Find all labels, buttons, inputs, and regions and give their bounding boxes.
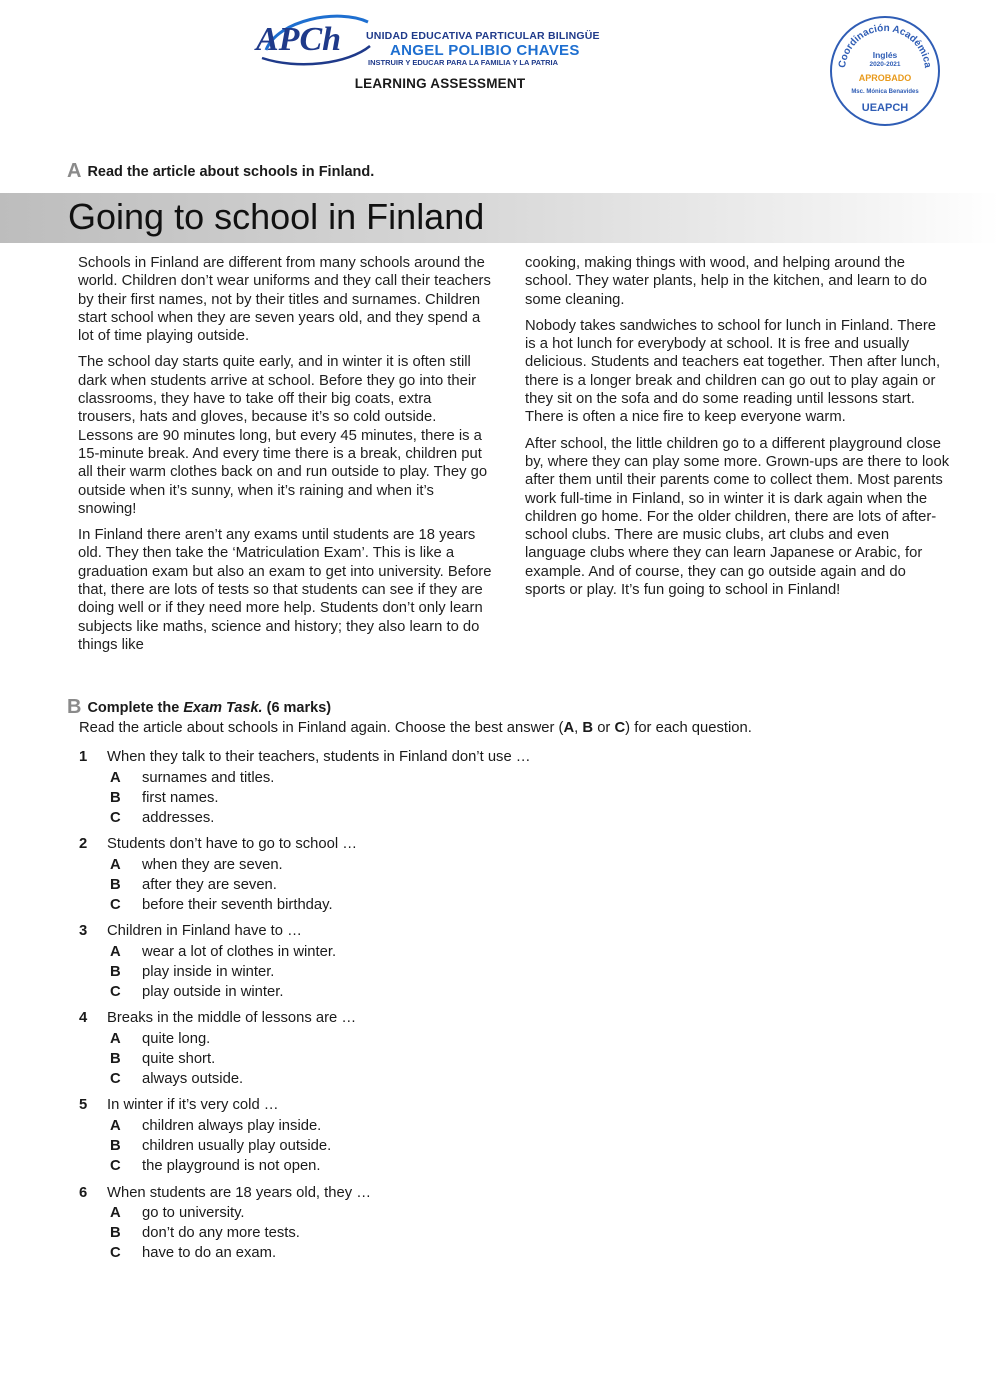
option-letter: A [110,856,121,873]
heading-text: Complete the [87,700,184,716]
question-stem [79,1095,779,1116]
question [79,834,779,915]
heading-marks: (6 marks) [262,700,332,716]
question-number: 6 [79,1184,88,1201]
option-text: before their seventh birthday. [142,897,333,914]
answer-option[interactable] [79,1156,779,1176]
question [79,1095,779,1176]
answer-option[interactable] [79,942,779,962]
choice-letter: C [614,720,626,736]
article-paragraph: cooking, making things with wood, and helping around the school. They water plants, help in the kitchen, and learn to do some cleaning. [525,255,927,308]
answer-option[interactable] [79,1136,779,1156]
article-column-right [525,254,950,607]
option-letter: C [110,1245,121,1262]
choice-letter: A [563,720,575,736]
question-text: When they talk to their teachers, students in Finland don’t use … [107,749,531,765]
article-title: Going to school in Finland [68,196,485,237]
question-text: Children in Finland have to … [107,923,302,940]
option-text: wear a lot of clothes in winter. [142,943,337,960]
assessment-title: LEARNING ASSESSMENT [354,76,526,91]
option-letter: C [110,1158,121,1175]
answer-option[interactable] [79,1203,779,1223]
option-letter: C [110,1071,121,1088]
section-letter: A [67,160,82,182]
approval-stamp [828,14,942,128]
question-text: Students don’t have to go to school … [107,836,358,853]
instruction-text: Read the article about schools in Finland again. Choose the best answer ( [79,720,564,736]
option-letter: B [110,876,121,893]
question-stem [79,1008,779,1029]
answer-option[interactable] [79,1116,779,1136]
option-text: when they are seven. [142,856,283,873]
option-letter: A [110,1205,121,1222]
option-letter: C [110,897,121,914]
answer-option[interactable] [79,855,779,875]
page-header [0,0,1000,150]
question-list [79,747,779,1270]
question [79,1008,779,1089]
article-title-band [0,193,1000,243]
answer-option[interactable] [79,808,779,828]
separator: or [593,720,615,736]
answer-option[interactable] [79,1223,779,1243]
option-text: the playground is not open. [142,1158,321,1175]
section-b-instruction [79,720,752,736]
option-text: addresses. [142,809,215,826]
option-text: play outside in winter. [142,984,284,1001]
logo-text: APCh [256,21,342,58]
option-letter: A [110,769,121,786]
question [79,1183,779,1264]
option-letter: A [110,943,121,960]
option-letter: C [110,809,121,826]
question-text: Breaks in the middle of lessons are … [107,1010,357,1027]
answer-option[interactable] [79,1049,779,1069]
answer-option[interactable] [79,875,779,895]
option-text: always outside. [142,1071,244,1088]
answer-option[interactable] [79,768,779,788]
question-number: 1 [79,749,88,765]
question-text: In winter if it’s very cold … [107,1097,279,1114]
article-paragraph: Nobody takes sandwiches to school for lunch in Finland. There is a hot lunch for everybody at school. It is free and usually delicious. Students and teachers eat together. Then after lunch, there is a longer break and children can go out to play again or they sit on the sofa and do some reading until lessons start. There is often a nice fire to keep everyone warm. [525,317,941,426]
option-text: have to do an exam. [142,1245,277,1262]
option-letter: A [110,1030,121,1047]
question [79,921,779,1002]
separator: , [574,720,583,736]
question-number: 5 [79,1097,88,1114]
question-text: When students are 18 years old, they … [107,1184,372,1201]
answer-option[interactable] [79,895,779,915]
option-text: quite short. [142,1051,216,1068]
question-stem [79,834,779,855]
school-motto: INSTRUIR Y EDUCAR PARA LA FAMILIA Y LA PATRIA [368,58,559,67]
option-letter: C [110,984,121,1001]
question-number: 4 [79,1010,88,1027]
stamp-status: APROBADO [858,73,912,83]
option-text: first names. [142,789,219,806]
question-stem [79,921,779,942]
stamp-subject: Inglés [872,50,898,60]
option-text: quite long. [142,1030,211,1047]
stamp-ring-text: Coordinación Académica [837,22,933,69]
option-text: children usually play outside. [142,1138,332,1155]
option-letter: B [110,1138,121,1155]
school-subtitle: UNIDAD EDUCATIVA PARTICULAR BILINGÜE [366,30,600,42]
option-text: surnames and titles. [142,769,275,786]
question-stem [79,747,779,768]
answer-option[interactable] [79,788,779,808]
choice-letter: B [582,720,594,736]
article-paragraph: Schools in Finland are different from many schools around the world. Children don’t wear uniforms and they call their teachers by their first names, not by their titles and surnames. Children start school when they are seven years old, and they spend a lot of time playing outside. [78,255,491,345]
answer-option[interactable] [79,982,779,1002]
question [79,747,779,828]
option-text: play inside in winter. [142,963,275,980]
option-text: go to university. [142,1205,245,1222]
article-paragraph: The school day starts quite early, and in winter it is often still dark when students arrive at school. Before they go into their classrooms, they have to take off their big coats, extra trousers, hats and gloves, because it’s so cold outside. Lessons are 90 minutes long, but every 45 minutes, there is a 15-minute break. And every time there is a break, children put all their warm clothes back on and run outside to play. They go outside when it’s sunny, when it’s raining and when it’s snowing! [78,354,488,517]
school-name: ANGEL POLIBIO CHAVES [390,42,580,59]
option-text: after they are seven. [142,876,277,893]
answer-option[interactable] [79,1243,779,1263]
question-number: 2 [79,836,88,853]
option-letter: A [110,1117,121,1134]
section-a-heading [67,160,374,183]
section-b-heading [67,696,331,719]
article-column-left [78,254,493,662]
instruction-text: ) for each question. [625,720,752,736]
option-text: children always play inside. [142,1117,322,1134]
heading-emphasis: Exam Task. [183,700,263,716]
question-number: 3 [79,923,88,940]
article-paragraph: After school, the little children go to a different playground close by, where they can play some more. Grown-ups are there to look after them until their parents come to collect them. Most parents work full-time in Finland, so in winter it is dark again when the children go home. For the older children, there are lots of after-school clubs. There are music clubs, art clubs and even language clubs where they can learn Japanese or Arabic, for example. And of course, they can go outside again and do sports or play. It’s fun going to school in Finland! [525,435,950,599]
section-letter: B [67,696,82,718]
option-letter: B [110,963,121,980]
article-paragraph: In Finland there aren’t any exams until students are 18 years old. They then take the ‘Matriculation Exam’. This is like a graduation exam but also an exam to get into university. Before that, there are lots of tests so that students can see if they are doing well or if they need more help. Students don’t only learn subjects like maths, science and history; they also learn to do things like [78,527,492,653]
stamp-bottom-text: UEAPCH [861,102,909,114]
option-letter: B [110,789,121,806]
stamp-years: 2020-2021 [869,61,901,68]
option-text: don’t do any more tests. [142,1225,300,1242]
option-letter: B [110,1225,121,1242]
section-a-instruction: Read the article about schools in Finland. [87,164,375,180]
question-stem [79,1183,779,1204]
answer-option[interactable] [79,1069,779,1089]
stamp-signatory: Msc. Mónica Benavides [851,89,919,95]
school-logo [248,6,648,76]
option-letter: B [110,1051,121,1068]
answer-option[interactable] [79,1029,779,1049]
answer-option[interactable] [79,962,779,982]
